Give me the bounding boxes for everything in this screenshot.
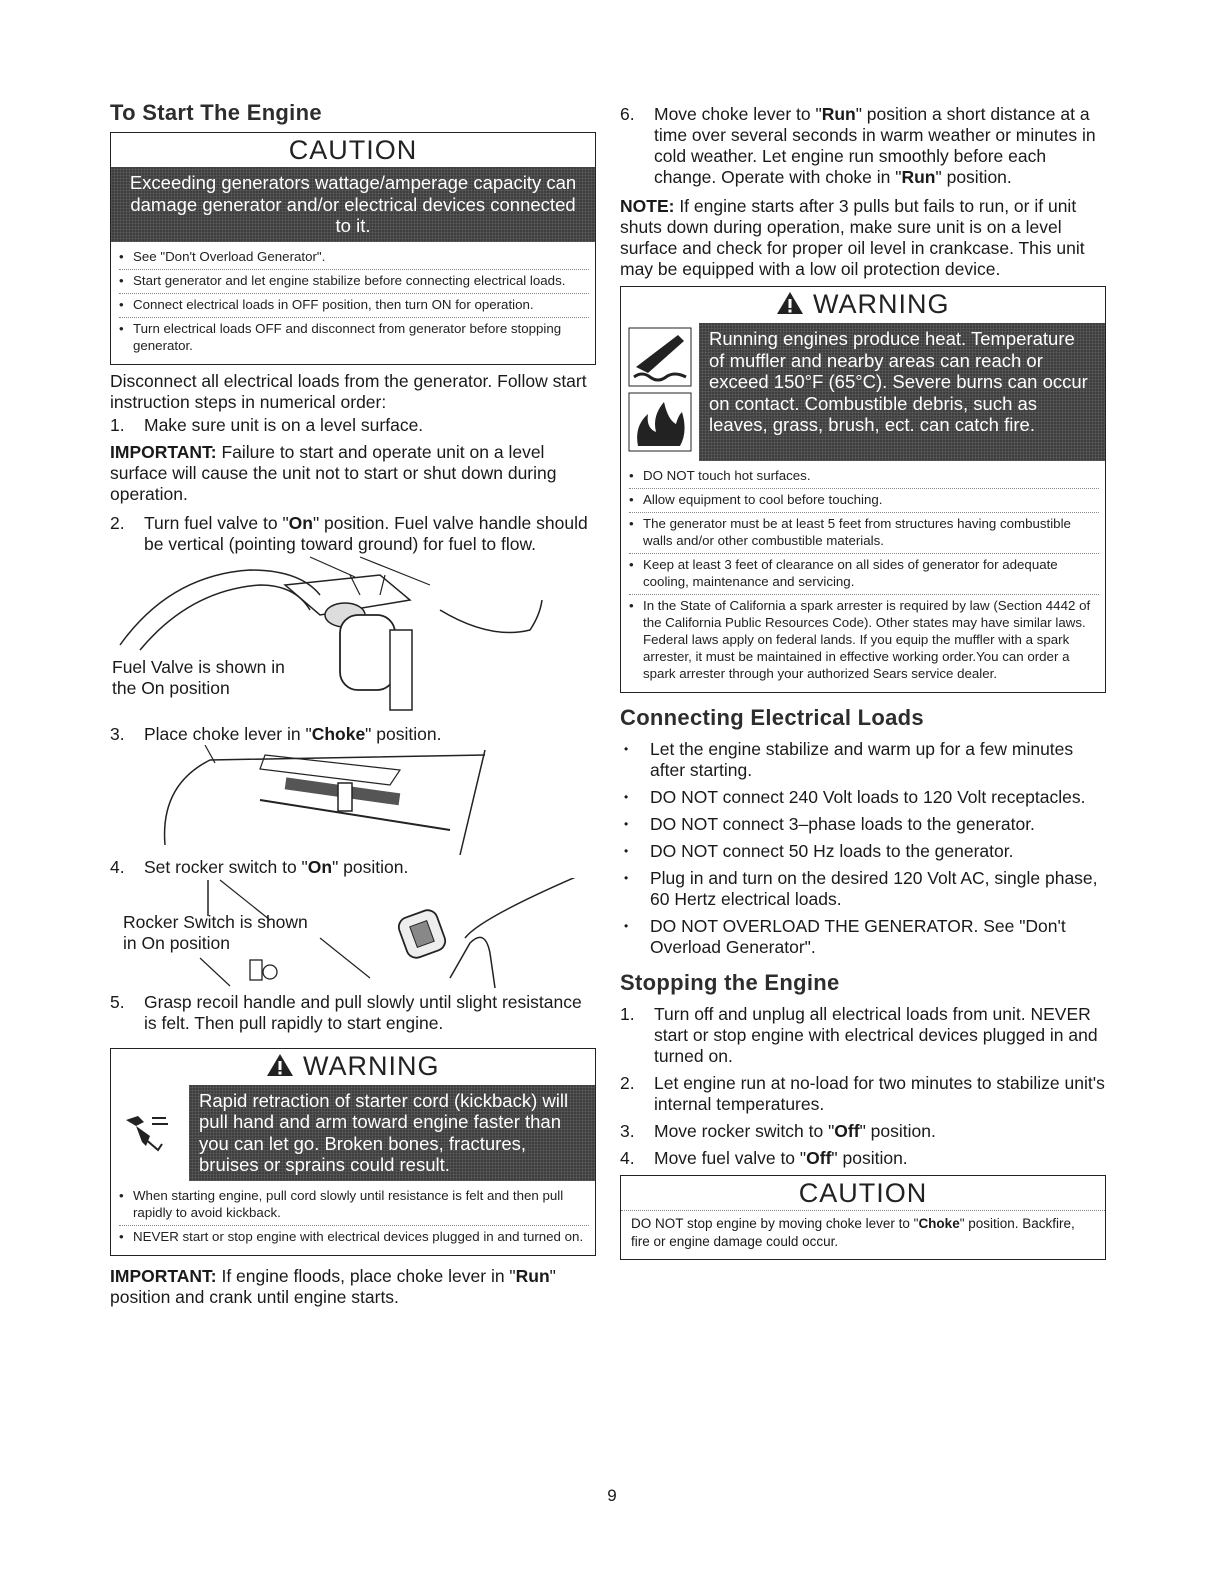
warning-kickback-banner: Rapid retraction of starter cord (kickback) will pull hand and arm toward engine faster than you can let go. Broken bones, fractures, bruises or sprains could result. [189,1085,595,1181]
hot-surface-icon [628,327,692,392]
choke-lever-illustration [110,745,596,857]
important-note-2: IMPORTANT: If engine floods, place choke lever in "Run" position and crank until engine starts. [110,1265,556,1307]
caution-banner: Exceeding generators wattage/amperage capacity can damage generator and/or electrical devices connected to it. [111,167,595,242]
stopping-engine-heading: Stopping the Engine [620,970,840,995]
stop-step-2: 2. Let engine run at no-load for two minutes to stabilize unit's internal temperatures. [620,1073,1105,1114]
caution-choke-box [620,1175,1106,1260]
step-2: 2. Turn fuel valve to "On" position. Fuel valve handle should be vertical (pointing toward ground) for fuel to flow. [110,512,588,554]
caution-box [110,132,596,365]
choke-lever-figure [110,745,596,857]
fuel-valve-caption: Fuel Valve is shown in the On position [112,657,292,699]
list-item: • See "Don't Overload Generator". [119,248,589,270]
warning-heat-bullets [621,461,1105,692]
connecting-loads-heading: Connecting Electrical Loads [620,705,924,730]
list-item: • When starting engine, pull cord slowly until resistance is felt and then pull rapidly to avoid kickback. [119,1187,589,1226]
fuel-valve-figure [110,555,596,720]
step-4: 4. Set rocker switch to "On" position. [110,856,409,877]
rocker-switch-caption: Rocker Switch is shown in On position [123,911,308,953]
list-item: • Turn electrical loads OFF and disconnect from generator before stopping generator. [119,320,589,358]
list-item: • NEVER start or stop engine with electrical devices plugged in and turned on. [119,1228,589,1249]
list-item: • Let the engine stabilize and warm up for a few minutes after starting. [620,739,1106,781]
warning-kickback-bullets [111,1181,595,1255]
important-note-1: IMPORTANT: Failure to start and operate unit on a level surface will cause the unit not to start or shut down during operation. [110,441,557,504]
step-1: 1. Make sure unit is on a level surface. [110,414,424,435]
start-engine-heading: To Start The Engine [110,100,322,125]
list-item: • Plug in and turn on the desired 120 Volt AC, single phase, 60 Hertz electrical loads. [620,868,1106,910]
stop-step-1: 1. Turn off and unplug all electrical loads from unit. NEVER start or stop engine with electrical devices plugged in and turned on. [620,1004,1098,1066]
list-item: • Allow equipment to cool before touching. [629,491,1099,513]
connecting-loads-list [620,739,1106,958]
warning-kickback-box [110,1048,596,1256]
intro-text: Disconnect all electrical loads from the generator. Follow start instruction steps in numerical order: [110,370,587,412]
list-item: • In the State of California a spark arrester is required by law (Section 4442 of the California Public Resources Code). Other states may have similar laws. Federal laws apply on federal lands. If you equip the muffler with a spark arrester, it must be maintained in effective working order.You can order a spark arrester through your authorized Sears service dealer. [629,597,1099,686]
list-item: • DO NOT connect 3–phase loads to the generator. [620,814,1106,835]
list-item: • Keep at least 3 feet of clearance on all sides of generator for adequate cooling, maintenance and servicing. [629,556,1099,595]
caution-bullets [111,242,595,364]
list-item: • Start generator and let engine stabilize before connecting electrical loads. [119,272,589,294]
warning-triangle-icon [266,1051,294,1085]
list-item: • DO NOT connect 240 Volt loads to 120 Volt receptacles. [620,787,1106,808]
left-column [110,100,596,1308]
warning-title: WARNING [621,287,1105,323]
warning-triangle-icon [776,289,804,323]
list-item: • DO NOT connect 50 Hz loads to the generator. [620,841,1106,862]
right-column [620,104,1106,1260]
caution-title: CAUTION [798,1178,928,1208]
warning-heat-banner: Running engines produce heat. Temperature of muffler and nearby areas can reach or exceed 150°F (65°C). Severe burns can occur on contact. Combustible debris, such as leaves, grass, brush, ect. can catch fire. [699,323,1105,461]
warning-heat-box [620,286,1106,693]
stop-step-4: 4. Move fuel valve to "Off" position. [620,1148,908,1168]
step-5: 5. Grasp recoil handle and pull slowly until slight resistance is felt. Then pull rapidly to start engine. [110,991,582,1033]
kickback-hand-icon [122,1106,178,1159]
step-3: 3. Place choke lever in "Choke" position. [110,723,442,744]
stop-step-3: 3. Move rocker switch to "Off" position. [620,1121,936,1141]
list-item: • DO NOT touch hot surfaces. [629,467,1099,489]
page-number: 9 [607,1486,617,1505]
fire-icon [628,392,692,457]
step-6: 6. Move choke lever to "Run" position a short distance at a time over several seconds in warm weather or minutes in cold weather. Let engine run smoothly before each change. Operate with choke in "Run" position. [620,104,1096,187]
list-item: • Connect electrical loads in OFF position, then turn ON for operation. [119,296,589,318]
warning-title: WARNING [111,1049,595,1085]
list-item: • The generator must be at least 5 feet from structures having combustible walls and/or other combustible materials. [629,515,1099,554]
caution-title: CAUTION [288,135,418,165]
note-text: NOTE: If engine starts after 3 pulls but fails to run, or if unit shuts down during operation, make sure unit is on a level surface and check for proper oil level in crankcase. This unit may be equipped with a low oil protection device. [620,196,1085,279]
list-item: • DO NOT OVERLOAD THE GENERATOR. See "Don't Overload Generator". [620,916,1106,958]
rocker-switch-figure [110,878,596,990]
caution-choke-text: DO NOT stop engine by moving choke lever to "Choke" position. Backfire, fire or engine damage could occur. [621,1210,1105,1259]
